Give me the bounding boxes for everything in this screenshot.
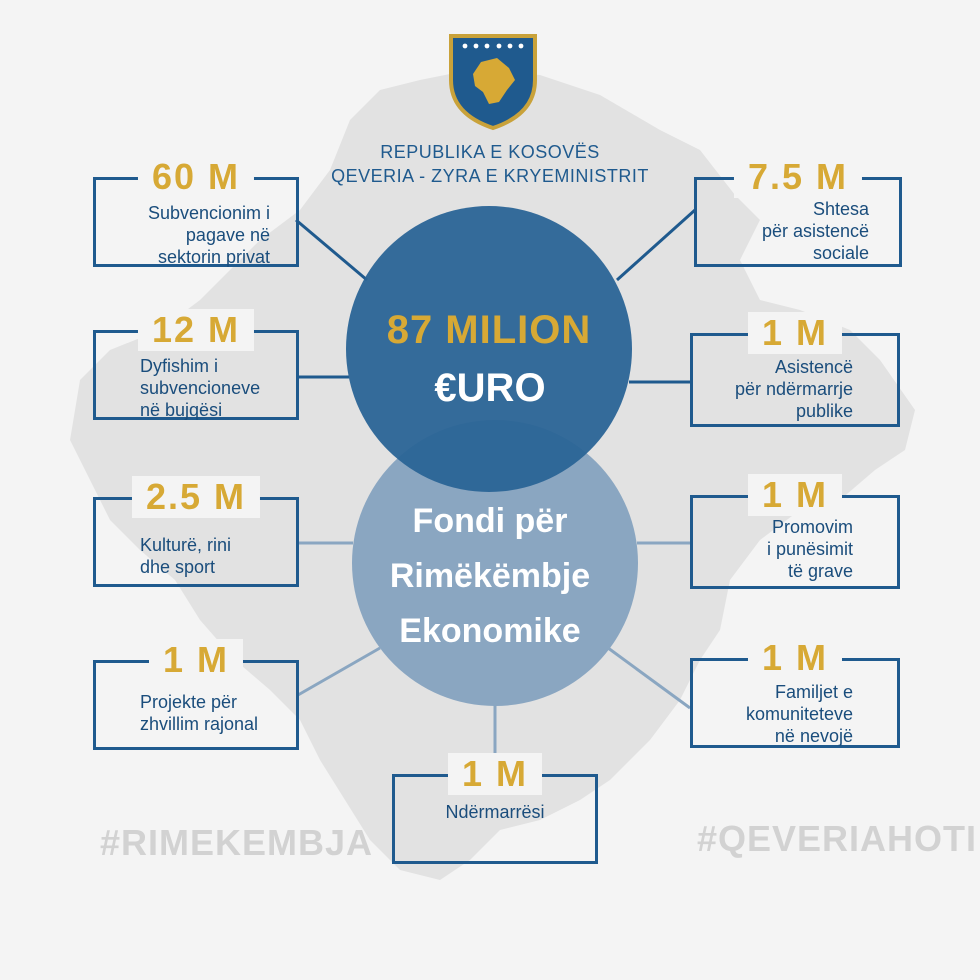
item-description: Dyfishim i subvencioneve në bujqësi: [140, 356, 261, 420]
item-amount: 7.5 M: [734, 156, 862, 198]
item-amount: 60 M: [138, 156, 254, 198]
fund-item-wage-subsidy: [93, 156, 299, 267]
fund-item-entrepreneurship: [392, 753, 598, 864]
item-amount: 1 M: [748, 312, 842, 354]
item-description: Asistencë për ndërmarrje publike: [734, 357, 853, 421]
header-country: REPUBLIKA E KOSOVËS: [380, 142, 600, 162]
item-description: Kulturë, rini dhe sport: [140, 535, 232, 577]
total-amount: 87 MILION: [386, 308, 592, 352]
item-amount: 1 M: [149, 639, 243, 681]
fund-item-regional-development: [93, 639, 299, 750]
item-amount: 12 M: [138, 309, 254, 351]
fund-title-line3: Ekonomike: [399, 612, 581, 650]
header-government: QEVERIA - ZYRA E KRYEMINISTRIT: [331, 166, 649, 186]
hashtag-government: #QEVERIAHOTI: [697, 818, 978, 859]
fund-item-social-assistance: [694, 156, 902, 267]
item-amount: 1 M: [448, 753, 542, 795]
item-description: Shtesa për asistencë sociale: [761, 199, 869, 263]
item-description: Familjet e komuniteteve në nevojë: [745, 682, 853, 746]
item-description: Ndërmarrësi: [445, 802, 545, 822]
item-description: Projekte për zhvillim rajonal: [140, 692, 259, 734]
fund-title-line2: Rimëkëmbje: [389, 557, 591, 595]
fund-item-agriculture: [93, 309, 299, 420]
fund-item-public-enterprises: [690, 312, 900, 427]
hashtag-recovery: #RIMEKEMBJA: [100, 822, 374, 863]
currency-label: €URO: [434, 366, 546, 410]
fund-item-communities-in-need: [690, 637, 900, 748]
item-description: Promovim i punësimit të grave: [766, 517, 853, 581]
kosovo-coat-of-arms-icon: [447, 32, 539, 132]
fund-item-culture-youth-sport: [93, 476, 299, 587]
item-amount: 1 M: [748, 474, 842, 516]
fund-item-women-employment: [690, 474, 900, 589]
fund-title-line1: Fondi për: [412, 502, 568, 540]
item-amount: 2.5 M: [132, 476, 260, 518]
item-amount: 1 M: [748, 637, 842, 679]
item-description: Subvencionim i pagave në sektorin privat: [147, 203, 270, 267]
